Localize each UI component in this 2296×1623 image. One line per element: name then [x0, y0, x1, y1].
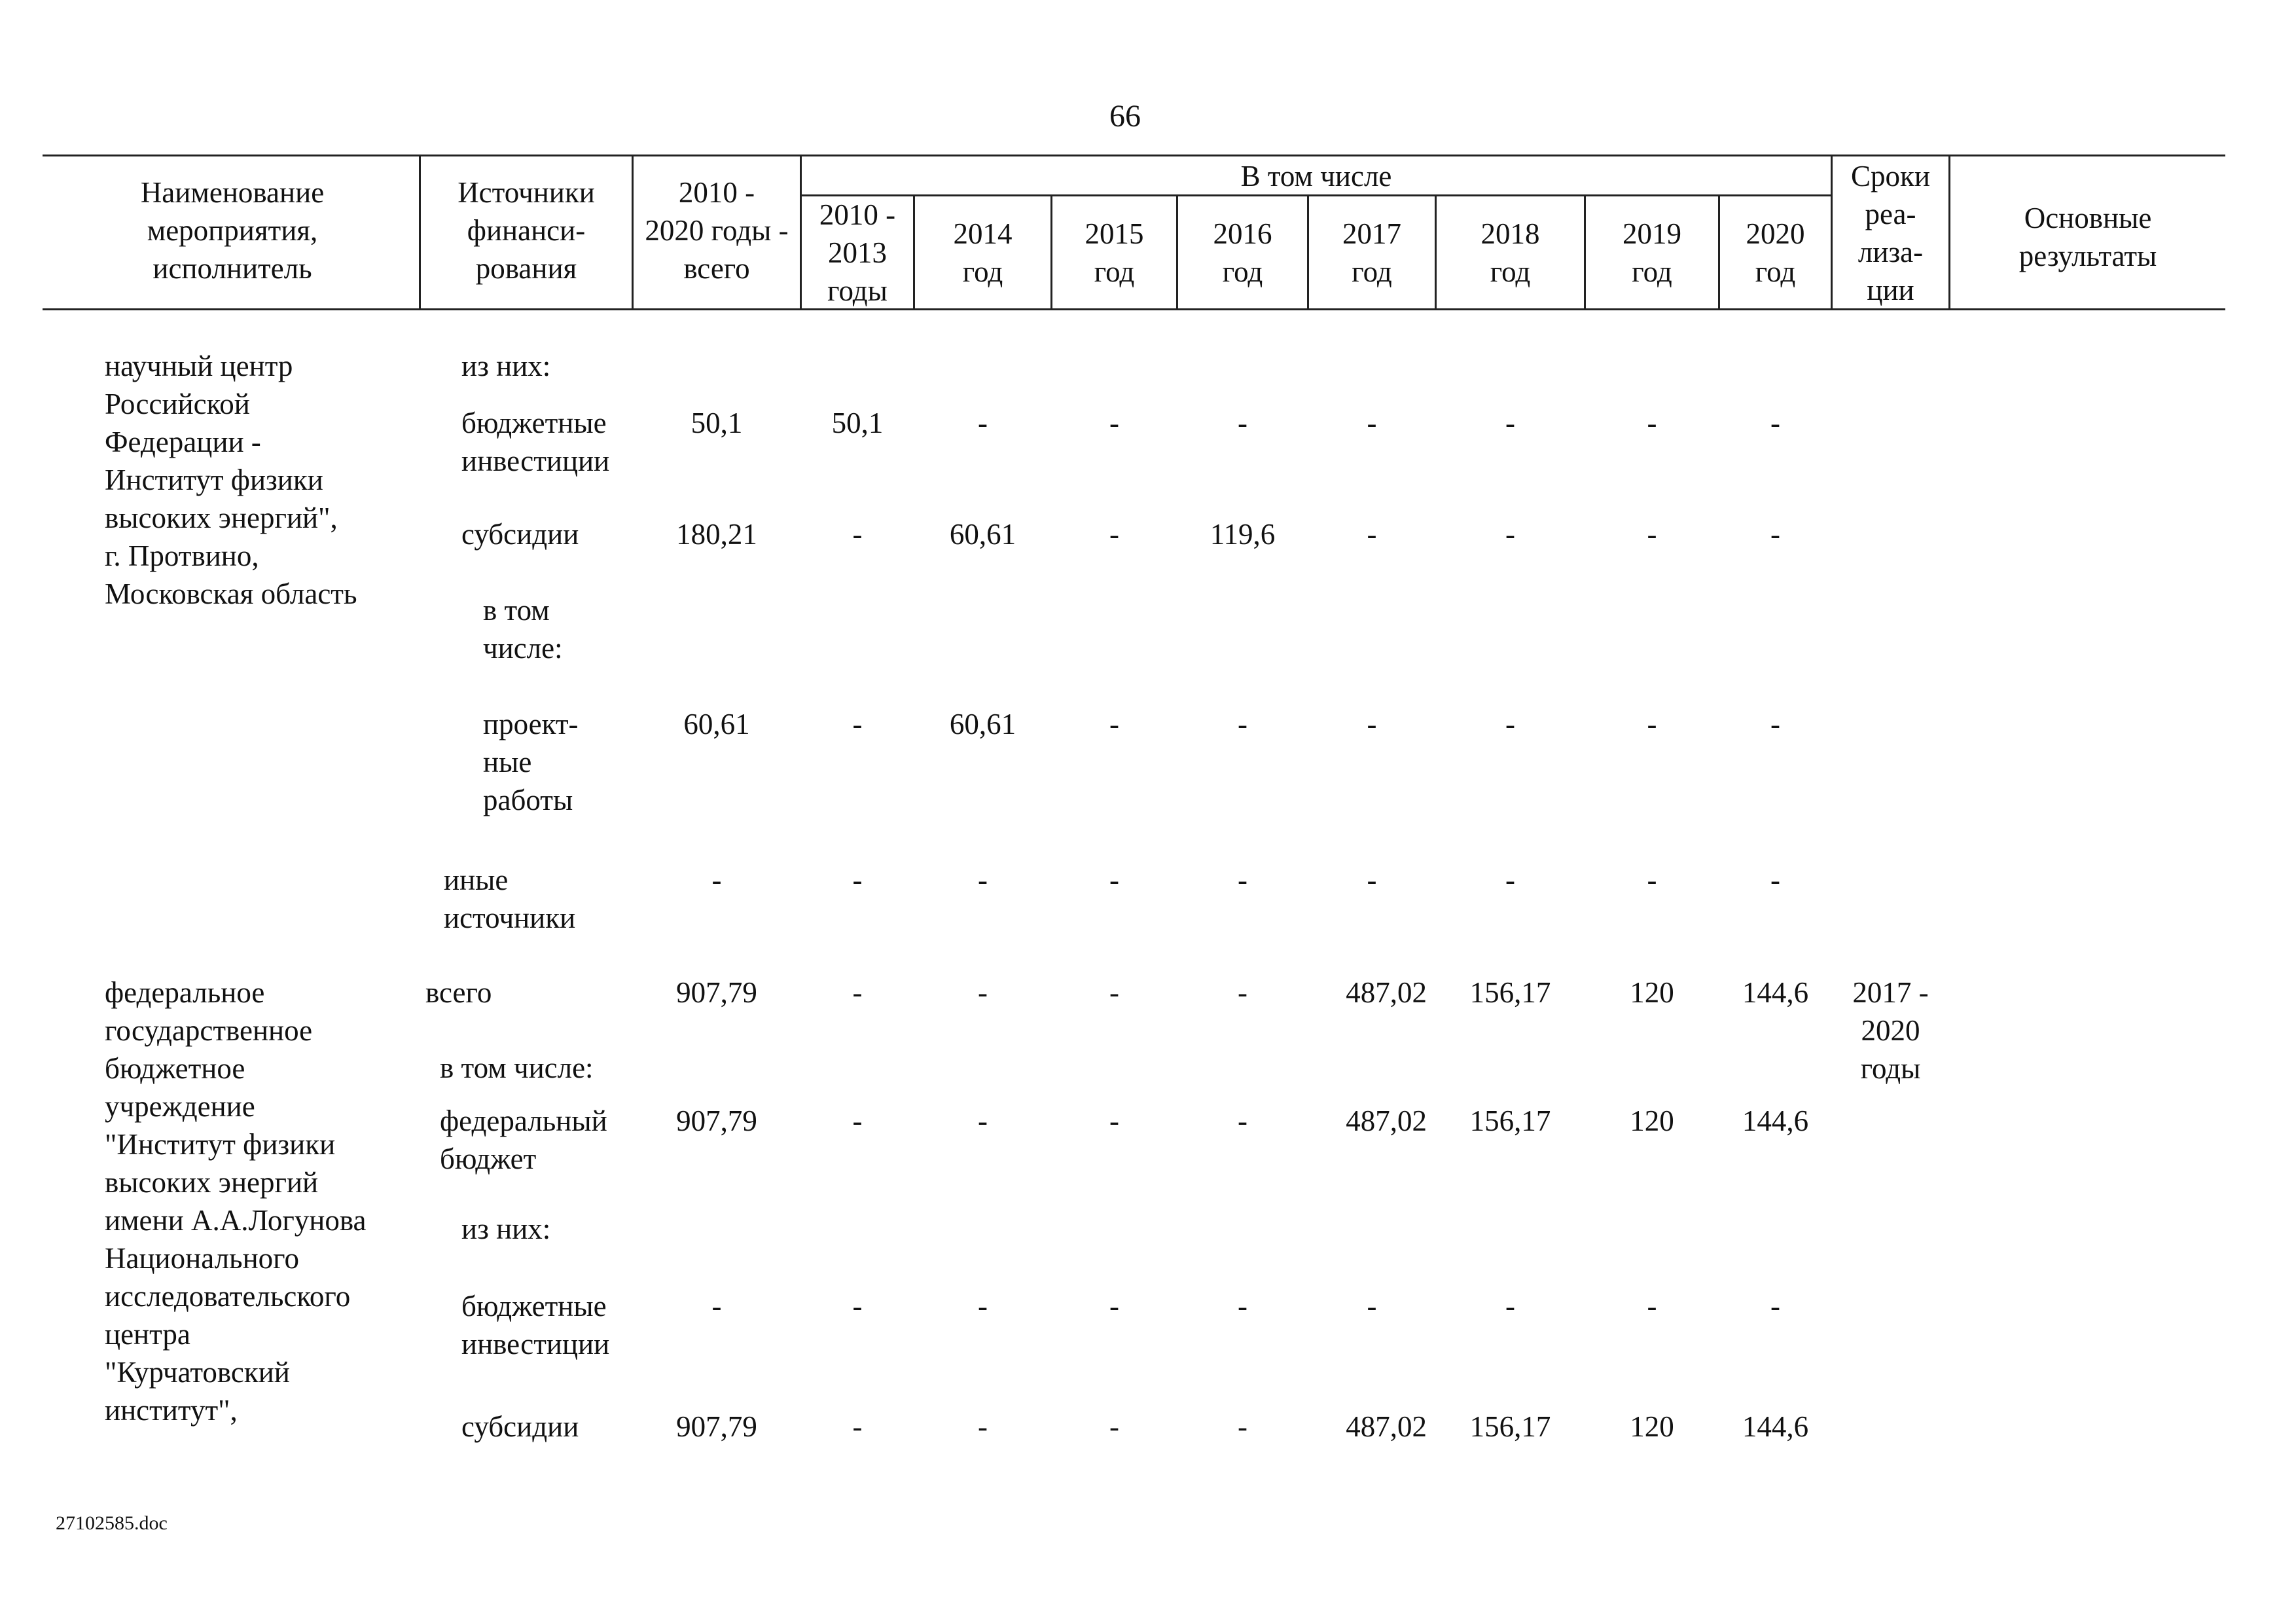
block1-row1-2014: -	[978, 407, 988, 439]
header-sources: Источники финанси- рования	[457, 176, 595, 285]
block2-row1-2017: 487,02	[1346, 976, 1427, 1009]
block2-row1-2014: -	[978, 976, 988, 1009]
block2-row2-2017: 487,02	[1346, 1104, 1427, 1137]
block2-row2-2010-2013: -	[852, 1104, 863, 1137]
block2-row3-2019: -	[1647, 1290, 1657, 1322]
block2-row3-2010-2013: -	[852, 1290, 863, 1322]
block2-row3-2018: -	[1505, 1290, 1515, 1322]
block1-row2-2015: -	[1109, 518, 1119, 551]
block2-row1-2018: 156,17	[1469, 976, 1551, 1009]
block2-row4-2018: 156,17	[1469, 1410, 1551, 1443]
block2-row3-total: -	[711, 1290, 722, 1322]
header-2016: 2016 год	[1213, 217, 1272, 288]
block2-row4-source: субсидии	[461, 1410, 579, 1443]
block2-terms: 2017 - 2020 годы	[1852, 976, 1929, 1085]
block2-row2-2016: -	[1238, 1104, 1247, 1137]
block1-row2-2019: -	[1647, 518, 1657, 551]
block1-row1-2016: -	[1238, 407, 1247, 439]
block2-row2-source: федеральный бюджет	[440, 1104, 607, 1175]
header-2018: 2018 год	[1480, 217, 1540, 288]
block2-row2-total: 907,79	[676, 1104, 757, 1137]
block1-row2-total: 180,21	[676, 518, 757, 551]
block2-row2-2019: 120	[1630, 1104, 1674, 1137]
block1-row4-2010-2013: -	[852, 864, 863, 896]
block1-row4-2018: -	[1505, 864, 1515, 896]
block2-row1-2016: -	[1238, 976, 1247, 1009]
block1-row3-2017: -	[1367, 708, 1377, 740]
block1-row3-2020: -	[1770, 708, 1780, 740]
block1-row2-2010-2013: -	[852, 518, 863, 551]
block1-row4-source: иные источники	[444, 864, 576, 934]
block1-row2-2020: -	[1770, 518, 1780, 551]
block2-row4-2014: -	[978, 1410, 988, 1443]
block2-row2-2014: -	[978, 1104, 988, 1137]
block2-row4-2015: -	[1109, 1410, 1119, 1443]
block1-row1-2020: -	[1770, 407, 1780, 439]
block1-including-label: в том числе:	[483, 594, 563, 665]
block1-row3-source: проект- ные работы	[483, 708, 579, 816]
header-2017: 2017 год	[1342, 217, 1401, 288]
block1-of-which: из них:	[461, 350, 551, 382]
block1-row1-2010-2013: 50,1	[831, 407, 884, 439]
block1-row2-2016: 119,6	[1210, 518, 1276, 551]
block2-row1-total: 907,79	[676, 976, 757, 1009]
block2-row3-2015: -	[1109, 1290, 1119, 1322]
block1-row3-2014: 60,61	[949, 708, 1016, 740]
header-total: 2010 - 2020 годы - всего	[645, 176, 789, 285]
block2-row3-2020: -	[1770, 1290, 1780, 1322]
block2-row1-2019: 120	[1630, 976, 1674, 1009]
block1-row4-2019: -	[1647, 864, 1657, 896]
header-2014: 2014 год	[953, 217, 1013, 288]
block2-row4-2020: 144,6	[1742, 1410, 1809, 1443]
block2-row3-2016: -	[1238, 1290, 1247, 1322]
block2-row1-2010-2013: -	[852, 976, 863, 1009]
block2-row4-total: 907,79	[676, 1410, 757, 1443]
block2-row1-2015: -	[1109, 976, 1119, 1009]
block1-row4-2020: -	[1770, 864, 1780, 896]
block1-row2-2017: -	[1367, 518, 1377, 551]
block2-including-label: в том числе:	[440, 1051, 594, 1084]
block2-row4-2016: -	[1238, 1410, 1247, 1443]
block1-row3-2016: -	[1238, 708, 1247, 740]
block1-row4-2015: -	[1109, 864, 1119, 896]
block1-row1-2018: -	[1505, 407, 1515, 439]
block1-row3-2019: -	[1647, 708, 1657, 740]
block2-row1-2020: 144,6	[1742, 976, 1809, 1009]
block1-row3-2010-2013: -	[852, 708, 863, 740]
block2-row4-2019: 120	[1630, 1410, 1674, 1443]
header-name: Наименование мероприятия, исполнитель	[140, 176, 325, 285]
block1-row1-2019: -	[1647, 407, 1657, 439]
block1-row4-total: -	[711, 864, 722, 896]
block1-row3-total: 60,61	[683, 708, 750, 740]
block2-row1-source: всего	[425, 976, 492, 1009]
block2-row4-2010-2013: -	[852, 1410, 863, 1443]
block1-row2-source: субсидии	[461, 518, 579, 551]
header-results: Основные результаты	[2018, 202, 2157, 272]
block1-row1-2015: -	[1109, 407, 1119, 439]
block1-executor: научный центр Российской Федерации - Институт физики высоких энергий", г. Протвино, Московская область	[105, 350, 357, 610]
block2-of-which: из них:	[461, 1213, 551, 1245]
block2-row3-2014: -	[978, 1290, 988, 1322]
header-2015: 2015 год	[1085, 217, 1144, 288]
block2-row2-2020: 144,6	[1742, 1104, 1809, 1137]
block2-executor: федеральное государственное бюджетное учреждение "Институт физики высоких энергий имени А.А.Логунова Национального исследовательского центра "Курчатовский институт",	[105, 976, 367, 1427]
header-terms: Сроки реа- лиза- ции	[1851, 160, 1930, 306]
page-number: 66	[1109, 99, 1141, 134]
block2-row3-2017: -	[1367, 1290, 1377, 1322]
block1-row4-2017: -	[1367, 864, 1377, 896]
block2-row2-2015: -	[1109, 1104, 1119, 1137]
document-filename: 27102585.doc	[56, 1512, 168, 1534]
block1-row1-total: 50,1	[691, 407, 743, 439]
block1-row3-2015: -	[1109, 708, 1119, 740]
block1-row4-2014: -	[978, 864, 988, 896]
header-top-rule	[43, 155, 2225, 156]
header-2019: 2019 год	[1623, 217, 1681, 288]
block2-row4-2017: 487,02	[1346, 1410, 1427, 1443]
header-2020: 2020 год	[1746, 217, 1805, 288]
block2-row2-2018: 156,17	[1469, 1104, 1551, 1137]
block1-row1-source: бюджетные инвестиции	[461, 407, 610, 477]
block1-row3-2018: -	[1505, 708, 1515, 740]
block1-row4-2016: -	[1238, 864, 1247, 896]
block1-row2-2014: 60,61	[949, 518, 1016, 551]
header-2010-2013: 2010 - 2013 годы	[819, 198, 896, 307]
block1-row1-2017: -	[1367, 407, 1377, 439]
header-including: В том числе	[1240, 160, 1392, 192]
block1-row2-2018: -	[1505, 518, 1515, 551]
block2-row3-source: бюджетные инвестиции	[461, 1290, 610, 1360]
